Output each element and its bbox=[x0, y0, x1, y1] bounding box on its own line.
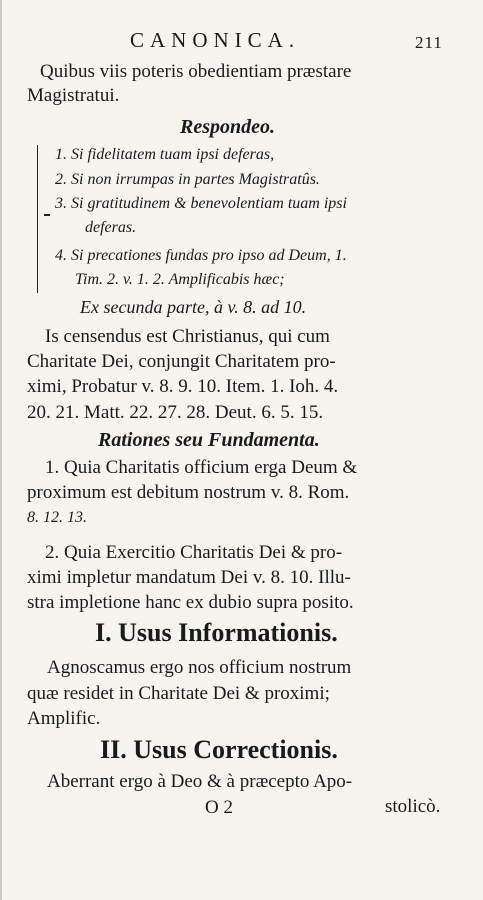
answer-item: deferas. bbox=[85, 219, 137, 236]
catchword: stolicò. bbox=[385, 796, 441, 817]
usus-correctionis-heading: II. Usus Correctionis. bbox=[100, 735, 338, 764]
text-line: 1. Quia Charitatis officium erga Deum & bbox=[45, 457, 358, 478]
text-line: 2. Quia Exercitio Charitatis Dei & pro- bbox=[45, 542, 343, 563]
answer-item: Tim. 2. v. 1. 2. Amplificabis hæc; bbox=[75, 271, 285, 288]
answers-brace bbox=[37, 145, 48, 293]
text-line: proximum est debitum nostrum v. 8. Rom. bbox=[27, 482, 350, 503]
text-line: Amplific. bbox=[27, 708, 101, 729]
text-line: Magistratui. bbox=[27, 85, 120, 106]
text-line: Charitate Dei, conjungit Charitatem pro- bbox=[27, 351, 336, 372]
answer-item: 2. Si non irrumpas in partes Magistratûs. bbox=[55, 171, 320, 188]
text-line: Agnoscamus ergo nos officium nostrum bbox=[47, 657, 352, 678]
running-head: CANONICA. bbox=[130, 28, 301, 52]
text-line: Aberrant ergo à Deo & à præcepto Apo- bbox=[47, 771, 353, 792]
text-line: ximi, Probatur v. 8. 9. 10. Item. 1. Ioh. 4. bbox=[27, 376, 339, 397]
text-line: Quibus viis poteris obedientiam præstare bbox=[40, 61, 352, 82]
text-line: stra impletione hanc ex dubio supra posito. bbox=[27, 592, 354, 613]
text-line: 8. 12. 13. bbox=[27, 509, 87, 526]
text-line: ximi impletur mandatum Dei v. 8. 10. Illu- bbox=[27, 567, 351, 588]
usus-informationis-heading: I. Usus Informationis. bbox=[95, 618, 338, 647]
ex-secunda-line: Ex secunda parte, à v. 8. ad 10. bbox=[80, 297, 307, 317]
answer-item: 1. Si fidelitatem tuam ipsi deferas, bbox=[55, 146, 275, 163]
answer-item: 4. Si precationes fundas pro ipso ad Deum, 1. bbox=[55, 247, 347, 264]
signature-mark: O 2 bbox=[205, 797, 233, 818]
rationes-heading: Rationes seu Fundamenta. bbox=[98, 429, 320, 451]
answer-item: 3. Si gratitudinem & benevolentiam tuam ipsi bbox=[55, 195, 347, 212]
page-number: 211 bbox=[415, 33, 443, 52]
brace-tick bbox=[44, 214, 50, 216]
text-line: Is censendus est Christianus, qui cum bbox=[45, 326, 330, 347]
respondeo-heading: Respondeo. bbox=[180, 116, 275, 138]
page-edge bbox=[0, 0, 2, 900]
text-line: quæ residet in Charitate Dei & proximi; bbox=[27, 683, 330, 704]
text-line: 20. 21. Matt. 22. 27. 28. Deut. 6. 5. 15. bbox=[27, 402, 324, 423]
